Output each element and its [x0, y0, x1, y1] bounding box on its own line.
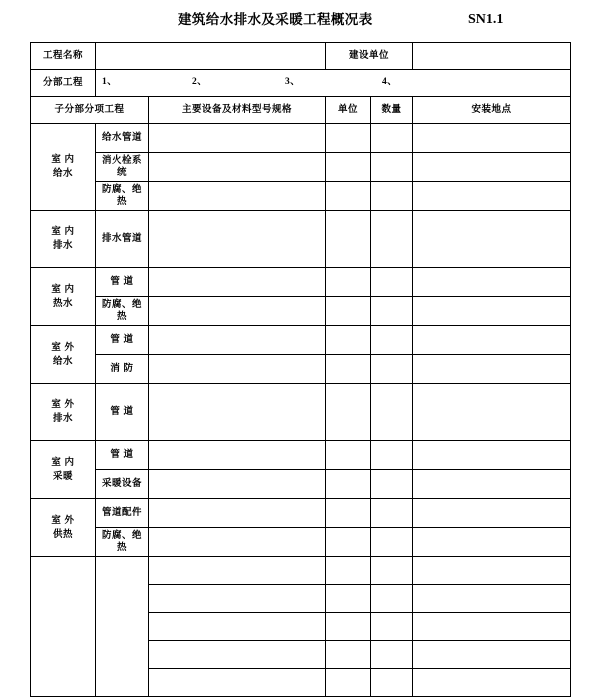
cell-equipment[interactable] — [149, 669, 326, 697]
section-category-line: 室 内 — [51, 283, 75, 295]
table-row — [31, 528, 571, 557]
sub-item-name: 防腐、绝热 — [96, 528, 149, 557]
cell-equipment[interactable] — [149, 585, 326, 613]
cell-quantity[interactable] — [371, 326, 413, 355]
blank-table-row — [31, 557, 571, 585]
cell-quantity[interactable] — [371, 470, 413, 499]
section-category — [31, 384, 96, 441]
cell-quantity[interactable] — [371, 124, 413, 153]
cell-equipment[interactable] — [149, 441, 326, 470]
cell-location[interactable] — [413, 441, 571, 470]
section-category — [31, 499, 96, 557]
cell-equipment[interactable] — [149, 528, 326, 557]
section-category-line: 室 内 — [51, 456, 75, 468]
cell-equipment[interactable] — [149, 641, 326, 669]
sub-item-name: 管 道 — [96, 441, 149, 470]
cell-quantity[interactable] — [371, 441, 413, 470]
cell-quantity[interactable] — [371, 499, 413, 528]
cell-unit[interactable] — [326, 326, 371, 355]
cell-location[interactable] — [413, 153, 571, 182]
cell-quantity[interactable] — [371, 613, 413, 641]
cell-equipment[interactable] — [149, 355, 326, 384]
cell-location[interactable] — [413, 669, 571, 697]
section-category-line: 给水 — [52, 355, 73, 367]
table-row — [31, 499, 571, 528]
cell-quantity[interactable] — [371, 182, 413, 211]
cell-quantity[interactable] — [371, 355, 413, 384]
cell-location[interactable] — [413, 182, 571, 211]
cell-equipment[interactable] — [149, 557, 326, 585]
cell-equipment[interactable] — [149, 384, 326, 441]
section-category — [31, 441, 96, 499]
section-category-line: 室 外 — [51, 399, 75, 411]
cell-unit[interactable] — [326, 499, 371, 528]
table-row — [31, 384, 571, 441]
sub-item-name: 管道配件 — [96, 499, 149, 528]
section-category — [31, 268, 96, 326]
header-sub-item: 子分部分项工程 — [31, 97, 149, 124]
cell-equipment[interactable] — [149, 470, 326, 499]
section-category-line: 室 内 — [51, 154, 75, 166]
cell-location[interactable] — [413, 355, 571, 384]
cell-quantity[interactable] — [371, 641, 413, 669]
header-quantity: 数量 — [371, 97, 413, 124]
cell-location[interactable] — [413, 585, 571, 613]
cell-quantity[interactable] — [371, 669, 413, 697]
cell-location[interactable] — [413, 384, 571, 441]
cell-location[interactable] — [413, 124, 571, 153]
section-category — [31, 124, 96, 211]
cell-location[interactable] — [413, 641, 571, 669]
cell-equipment[interactable] — [149, 124, 326, 153]
cell-quantity[interactable] — [371, 297, 413, 326]
section-category — [31, 326, 96, 384]
cell-location[interactable] — [413, 326, 571, 355]
table-row — [31, 124, 571, 153]
cell-unit[interactable] — [326, 585, 371, 613]
cell-unit[interactable] — [326, 528, 371, 557]
sub-item-name: 管 道 — [96, 384, 149, 441]
table-row — [31, 297, 571, 326]
sub-item-name: 管 道 — [96, 326, 149, 355]
cell-location[interactable] — [413, 268, 571, 297]
table-row — [31, 211, 571, 268]
construction-unit-value[interactable] — [413, 43, 571, 70]
document-code: SN1.1 — [468, 12, 504, 27]
project-name-row — [31, 43, 571, 70]
section-category-line: 排水 — [52, 413, 73, 424]
table-row — [31, 326, 571, 355]
cell-location[interactable] — [413, 499, 571, 528]
section-category-line: 采暖 — [52, 470, 73, 482]
cell-unit[interactable] — [326, 124, 371, 153]
cell-unit[interactable] — [326, 211, 371, 268]
header-location: 安装地点 — [413, 97, 571, 124]
cell-equipment[interactable] — [149, 153, 326, 182]
sub-item-name: 防腐、绝热 — [96, 297, 149, 326]
cell-unit[interactable] — [326, 669, 371, 697]
column-header-row — [31, 97, 571, 124]
cell-equipment[interactable] — [149, 613, 326, 641]
cell-unit[interactable] — [326, 268, 371, 297]
document-title-bar — [0, 10, 600, 34]
cell-quantity[interactable] — [371, 268, 413, 297]
sub-item-name: 排水管道 — [96, 211, 149, 268]
part-number-2: 2、 — [192, 77, 208, 88]
section-category-line: 室 内 — [51, 226, 75, 238]
cell-quantity[interactable] — [371, 384, 413, 441]
cell-equipment[interactable] — [149, 499, 326, 528]
cell-quantity[interactable] — [371, 557, 413, 585]
section-category-line: 室 外 — [51, 341, 75, 353]
sub-item-name: 消 防 — [96, 355, 149, 384]
section-category-line: 供热 — [52, 528, 73, 540]
part-project-row — [31, 70, 571, 97]
cell-location[interactable] — [413, 470, 571, 499]
cell-unit[interactable] — [326, 641, 371, 669]
table-row — [31, 441, 571, 470]
cell-quantity[interactable] — [371, 211, 413, 268]
cell-location[interactable] — [413, 613, 571, 641]
cell-unit[interactable] — [326, 470, 371, 499]
cell-equipment[interactable] — [149, 326, 326, 355]
part-number-3: 3、 — [285, 77, 301, 88]
header-unit: 单位 — [326, 97, 371, 124]
cell-equipment[interactable] — [149, 182, 326, 211]
sub-item-name: 消火栓系统 — [96, 153, 149, 182]
table-row — [31, 153, 571, 182]
cell-unit[interactable] — [326, 613, 371, 641]
cell-location[interactable] — [413, 211, 571, 268]
section-category — [31, 211, 96, 268]
part-number-1: 1、 — [102, 77, 118, 88]
cell-unit[interactable] — [326, 153, 371, 182]
cell-unit[interactable] — [326, 355, 371, 384]
cell-equipment[interactable] — [149, 297, 326, 326]
sub-item-name: 给水管道 — [96, 124, 149, 153]
part-project-numbers[interactable] — [96, 70, 571, 97]
sub-item-name: 管 道 — [96, 268, 149, 297]
cell-unit[interactable] — [326, 297, 371, 326]
header-equipment: 主要设备及材料型号规格 — [149, 97, 326, 124]
part-project-label: 分部工程 — [31, 70, 96, 97]
cell-unit[interactable] — [326, 384, 371, 441]
cell-equipment[interactable] — [149, 211, 326, 268]
sub-item-name: 防腐、绝热 — [96, 182, 149, 211]
sub-item-name: 采暖设备 — [96, 470, 149, 499]
blank-sub-item-cell[interactable] — [96, 557, 149, 697]
cell-equipment[interactable] — [149, 268, 326, 297]
cell-location[interactable] — [413, 557, 571, 585]
table-row — [31, 355, 571, 384]
table-row — [31, 470, 571, 499]
project-name-label: 工程名称 — [31, 43, 96, 70]
cell-unit[interactable] — [326, 557, 371, 585]
cell-quantity[interactable] — [371, 528, 413, 557]
engineering-overview-table — [30, 42, 571, 697]
cell-location[interactable] — [413, 297, 571, 326]
table-row — [31, 268, 571, 297]
cell-location[interactable] — [413, 528, 571, 557]
cell-quantity[interactable] — [371, 585, 413, 613]
table-row — [31, 182, 571, 211]
part-number-4: 4、 — [382, 77, 398, 88]
section-category-line: 热水 — [52, 297, 73, 309]
construction-unit-label: 建设单位 — [326, 43, 413, 70]
cell-unit[interactable] — [326, 182, 371, 211]
page-title: 建筑给水排水及采暖工程概况表 — [178, 12, 373, 27]
section-category-line: 室 外 — [51, 514, 75, 526]
section-category-line: 给水 — [52, 168, 73, 179]
cell-unit[interactable] — [326, 441, 371, 470]
cell-quantity[interactable] — [371, 153, 413, 182]
blank-category-cell[interactable] — [31, 557, 96, 697]
project-name-value[interactable] — [96, 43, 326, 70]
section-category-line: 排水 — [52, 240, 73, 251]
